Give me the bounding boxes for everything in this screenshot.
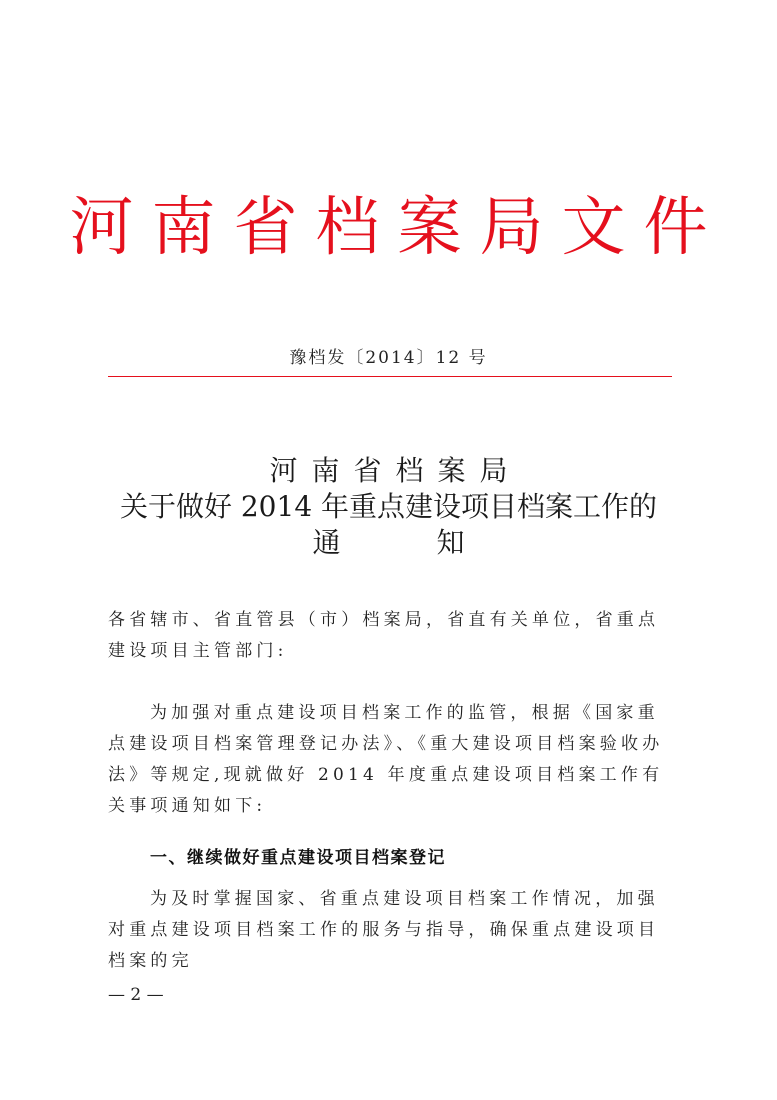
notice-title-type-char2: 知 [436, 526, 465, 559]
section-heading-1: 一、继续做好重点建设项目档案登记 [150, 848, 446, 868]
intro-paragraph: 为加强对重点建设项目档案工作的监管，根据《国家重点建设项目档案管理登记办法》、《重大建设项目档案验收办法》等规定,现就做好 2014 年度重点建设项目档案工作有关事项通知如下: [108, 703, 664, 816]
page-number: — 2 — [108, 985, 164, 1005]
document-number: 豫档发〔2014〕12 号 [289, 348, 488, 368]
notice-title-type-char1: 通 [312, 526, 341, 559]
document-header-title: 河南省档案局文件 [69, 191, 726, 265]
section-1-paragraph: 为及时掌握国家、省重点建设项目档案工作情况，加强对重点建设项目档案工作的服务与指导，确保重点建设项目档案的完 [108, 889, 660, 971]
red-divider-line [108, 376, 672, 377]
addressee-paragraph: 各省辖市、省直管县（市）档案局，省直有关单位，省重点建设项目主管部门: [108, 610, 660, 661]
notice-title [0, 453, 777, 561]
notice-title-issuer: 河南省档案局 [269, 454, 522, 487]
notice-title-subject: 关于做好 2014 年重点建设项目档案工作的 [119, 490, 658, 523]
notice-title-type [0, 525, 777, 561]
